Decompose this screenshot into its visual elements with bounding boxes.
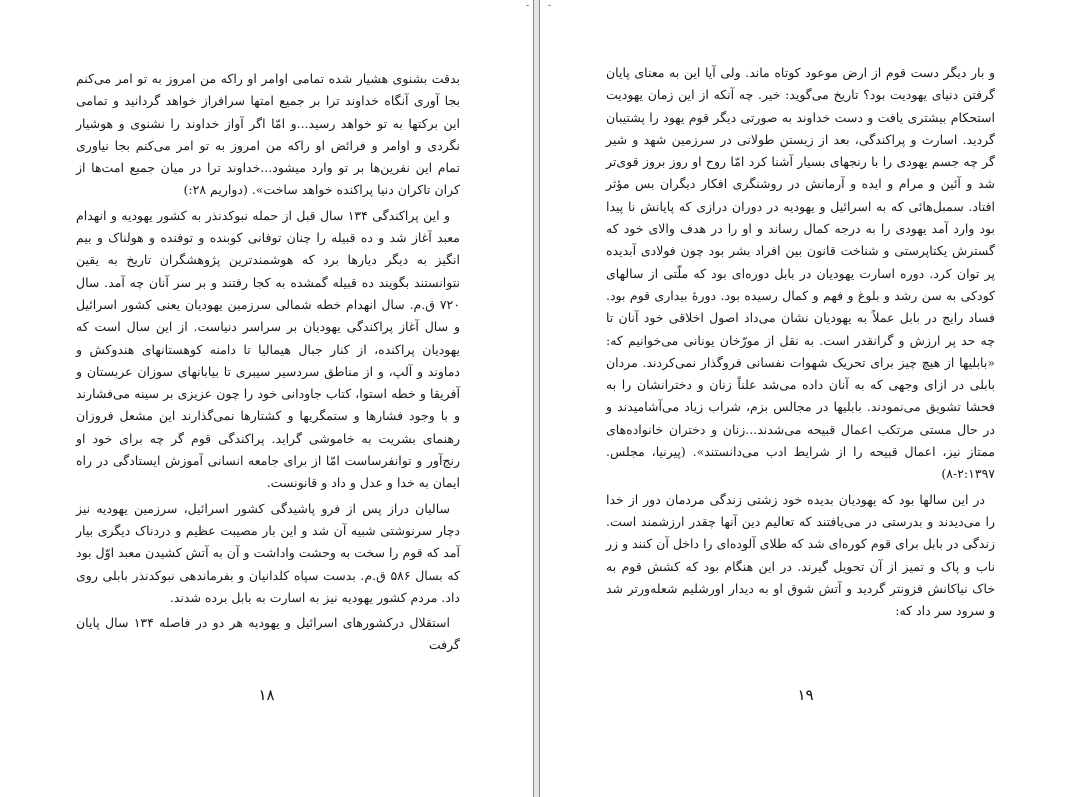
paragraph: و این پراکندگی ۱۳۴ سال قبل از حمله نبوکدنذر به کشور یهودیه و انهدام معبد آغاز شد و ده قبیله را چنان توفانی کوبنده و توفنده و هولناک و بیم انگیز به دیگر دیارها برد که هوشمندترین پژوهشگران تاریخ به یقین نتوانستند بگویند ده قبیله گمشده به کجا رفتند و بر سر آنان چه آمد. سال ۷۲۰ ق.م. سال انهدام خطه شمالی سرزمین یهودیان یعنی کشور اسرائیل و سال آغاز پراکندگی یهودیان بر سراسر دنیاست. از این سال است که یهودیان پراکنده، از کنار جبال هیمالیا تا دامنه کوهستانهای هندوکش و دماوند و آلپ، و از مناطق سردسیر سیبری تا بیابانهای سوزان عربستان و آفریقا و خطه استوا، کتاب جاودانی خود را چون عزیزی بر سینه می‌فشارند و با وجود فشارها و ستمگریها و کشتارها نمی‌گذارند این مشعل فروزان رهنمای بشریت به خاموشی گراید. پراکندگی قوم گر چه برای خود او رنج‌آور و توانفرساست امّا از برای جامعه انسانی آموزش ایستادگی در راه ایمان به خدا و عدل و داد و قانونست. bbox=[76, 207, 460, 491]
paragraph: بدقت بشنوی هشیار شده تمامی اوامر او راکه من امروز به تو امر می‌کنم بجا آوری آنگاه خداوند ترا بر جمیع امتها سرافراز خواهد گردانید و تمامی این برکتها به تو خواهد رسید...و امّا اگر آواز خداوند را نشنوی و هوشیار نگردی و اوامر و فرائض او راکه من امروز به تو امر می‌کنم بجا نیاوری تمام این نفرین‌ها بر تو وارد میشود...خداوند ترا در میان جمیع امت‌ها از کران تاکران دنیا پراکنده خواهد ساخت». (دواریم ۲۸:) bbox=[76, 71, 460, 198]
paragraph: در این سالها بود که یهودیان بدیده خود زشتی زندگی مردمان دور از خدا را می‌دیدند و بدرستی در می‌یافتند که تعالیم دین آنها چقدر ارزشمند است. زندگی در بابل برای قوم کوره‌ای شد که طلای آلوده‌ای را داخل آن کنند و زر ناب و پاک و تمیز از آن تحویل گیرند. در این هنگام بود که کشش قوم به خاک نیاکانش فزونتر گردید و آتش شوق او به دیدار اورشلیم شعله‌ورتر شد و سرود سر داد که: bbox=[606, 491, 995, 619]
paragraph: استقلال درکشورهای اسرائیل و یهودیه هر دو در فاصله ۱۳۴ سال پایان گرفت bbox=[76, 615, 460, 653]
page-body-text bbox=[606, 62, 995, 625]
page-number: ۱۸ bbox=[258, 686, 275, 704]
page-top-marker: - bbox=[525, 1, 529, 11]
page-number: ۱۹ bbox=[797, 686, 814, 704]
page-top-marker: - bbox=[548, 1, 552, 11]
page-body-text bbox=[76, 68, 460, 660]
left-page bbox=[0, 0, 534, 797]
right-page bbox=[539, 0, 1071, 797]
paragraph: سالیان دراز پس از فرو پاشیدگی کشور اسرائیل، سرزمین یهودیه نیز دچار سرنوشتی شبیه آن شد و این بار مصیبت عظیم و دردناک دیگری بیار آمد که قوم را سخت به وحشت واداشت و آن به آتش کشیدن معبد اوّل بود که بسال ۵۸۶ ق.م. بدست سپاه کلدانیان و بفرماندهی نبوکدنذر بابلی روی داد. مردم کشور یهودیه نیز به اسارت به بابل برده شدند. bbox=[76, 500, 460, 605]
paragraph: و بار دیگر دست قوم از ارض موعود کوتاه ماند. ولی آیا این به معنای پایان گرفتن دنیای یهودیت بود؟ تاریخ می‌گوید: خیر. چه آنکه از این زمان یهودیت استحکام بیشتری یافت و دست خداوند به صورتی دیگر قوم یهود را پشتیبان گردید. اسارت و پراکندگی، بعد از زیستن طولانی در سرزمین شهد و شیر گر چه جسم یهودی را با رنجهای بسیار آشنا کرد امّا روح او روز بروز قوی‌تر شد و آئین و مرام و ایده و آرمانش در روشنگری افکار دیگران بس مؤثر افتاد. سمبل‌هائی که به اسرائیل و یهودیه در دوران درازی که پایانش نا پیدا بود وارد آمد یهودی را به درجه کمال رساند و او را در هدف والای خود که گسترش یکتاپرستی و شناخت قانون بین افراد بشر بود چون فولادی آبدیده پر توان کرد. دوره اسارت یهودیان در بابل دوره‌ای بود که ملّتی از سالهای کودکی به سن رشد و بلوغ و فهم و کمال رسیده بود. دورهٔ بیداری قوم بود. فساد رایج در بابل عملاً به یهودیان نشان می‌داد اصول اخلاقی خود آنان تا چه حد پر ارزش و گرانقدر است. به نقل از مورّخان یونانی می‌خوانیم که: «بابلیها از هیچ چیز برای تحریک شهوات نفسانی فروگذار نمی‌کردند. مردان بابلی در ازای وجهی که به آنان داده می‌شد علناً زنان و دخترانشان را به فحشا تشویق می‌نمودند. بابلیها در مجالس بزم، شراب زیاد می‌آشامیدند و در حال مستی مرتکب اعمال قبیحه می‌شدند...زنان و دختران خانواده‌های ممتاز نیز، اعمال قبیحه را از شرایط ادب می‌دانستند». (پیرنیا، مجلس. ۲:۱۳۹۷-۸) bbox=[606, 65, 995, 482]
